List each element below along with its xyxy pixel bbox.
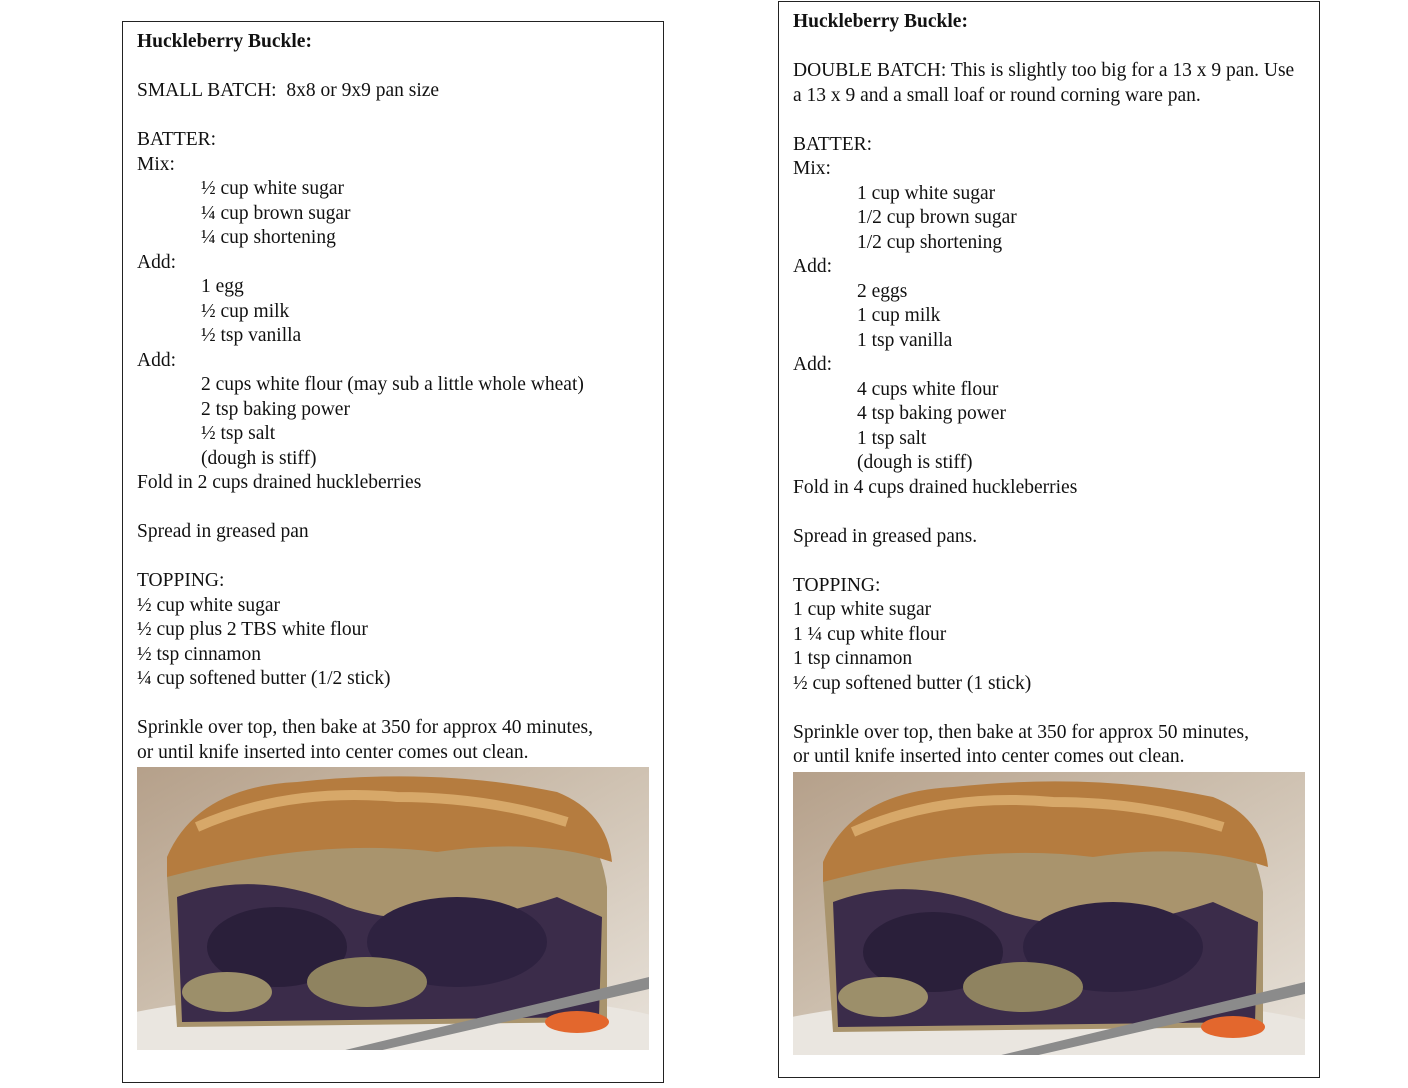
ingredient: 1/2 cup brown sugar bbox=[857, 207, 1017, 228]
buckle-photo bbox=[137, 767, 649, 1050]
fold-instruction: Fold in 2 cups drained huckleberries bbox=[137, 472, 422, 493]
bake-instruction: or until knife inserted into center comes out clean. bbox=[137, 741, 529, 763]
spacer bbox=[793, 696, 1307, 721]
spacer bbox=[137, 55, 651, 80]
spacer bbox=[137, 692, 651, 717]
topping-heading: TOPPING: bbox=[137, 570, 225, 591]
mix-label: Mix: bbox=[137, 153, 175, 175]
fold-instruction: Fold in 4 cups drained huckleberries bbox=[793, 476, 1078, 498]
spread-instruction: Spread in greased pan bbox=[137, 521, 309, 542]
add-label: Add: bbox=[137, 251, 176, 273]
ingredient: 1 cup white sugar bbox=[857, 182, 996, 204]
ingredient: 2 eggs bbox=[857, 280, 908, 302]
spacer bbox=[793, 500, 1307, 525]
ingredient: 1 tsp salt bbox=[857, 427, 927, 449]
recipe-text bbox=[793, 10, 1307, 1055]
ingredient: 4 tsp baking power bbox=[857, 403, 1006, 424]
batch-description: SMALL BATCH: 8x8 or 9x9 pan size bbox=[137, 80, 440, 101]
spacer bbox=[793, 549, 1307, 574]
recipe-card-small-batch bbox=[122, 21, 664, 1083]
ingredient: 1 cup milk bbox=[857, 305, 941, 326]
recipe-title: Huckleberry Buckle: bbox=[137, 31, 312, 52]
bake-instruction: Sprinkle over top, then bake at 350 for approx 50 minutes, bbox=[793, 721, 1249, 743]
ingredient: ½ tsp salt bbox=[201, 423, 276, 444]
topping-item: 1 cup white sugar bbox=[793, 599, 932, 620]
spacer bbox=[793, 35, 1307, 60]
add-label: Add: bbox=[137, 349, 176, 371]
topping-item: 1 ¼ cup white flour bbox=[793, 623, 947, 645]
ingredient: ¼ cup shortening bbox=[201, 227, 336, 248]
topping-item: ¼ cup softened butter (1/2 stick) bbox=[137, 668, 391, 689]
topping-item: ½ cup softened butter (1 stick) bbox=[793, 672, 1032, 694]
topping-item: ½ tsp cinnamon bbox=[137, 643, 262, 665]
recipe-text bbox=[137, 30, 651, 1050]
bake-instruction: or until knife inserted into center comes out clean. bbox=[793, 746, 1185, 767]
spacer bbox=[137, 545, 651, 570]
buckle-photo bbox=[793, 772, 1305, 1055]
ingredient: 1 tsp vanilla bbox=[857, 329, 953, 351]
spacer bbox=[793, 108, 1307, 133]
mix-label: Mix: bbox=[793, 158, 831, 179]
ingredient: ½ tsp vanilla bbox=[201, 325, 302, 346]
ingredient: 1/2 cup shortening bbox=[857, 231, 1003, 253]
batter-heading: BATTER: bbox=[137, 129, 217, 150]
recipe-title: Huckleberry Buckle: bbox=[793, 11, 968, 32]
ingredient-note: (dough is stiff) bbox=[857, 452, 973, 473]
batch-description: DOUBLE BATCH: This is slightly too big for a 13 x 9 pan. Use a 13 x 9 and a small loaf or round corning ware pan. bbox=[793, 60, 1295, 106]
ingredient: 2 cups white flour (may sub a little whole wheat) bbox=[201, 374, 584, 395]
spacer bbox=[137, 104, 651, 129]
ingredient: 1 egg bbox=[201, 276, 244, 297]
ingredient: 2 tsp baking power bbox=[201, 398, 350, 420]
ingredient: 4 cups white flour bbox=[857, 378, 999, 400]
ingredient: ¼ cup brown sugar bbox=[201, 202, 351, 224]
ingredient-note: (dough is stiff) bbox=[201, 447, 317, 469]
add-label: Add: bbox=[793, 256, 832, 277]
add-label: Add: bbox=[793, 354, 832, 375]
ingredient: ½ cup white sugar bbox=[201, 178, 344, 199]
topping-item: ½ cup white sugar bbox=[137, 594, 280, 616]
topping-heading: TOPPING: bbox=[793, 574, 881, 596]
recipe-card-double-batch bbox=[778, 1, 1320, 1078]
ingredient: ½ cup milk bbox=[201, 300, 290, 322]
spread-instruction: Spread in greased pans. bbox=[793, 525, 978, 547]
spacer bbox=[137, 496, 651, 521]
bake-instruction: Sprinkle over top, then bake at 350 for approx 40 minutes, bbox=[137, 717, 593, 738]
batter-heading: BATTER: bbox=[793, 133, 873, 155]
topping-item: 1 tsp cinnamon bbox=[793, 648, 913, 669]
topping-item: ½ cup plus 2 TBS white flour bbox=[137, 619, 368, 640]
